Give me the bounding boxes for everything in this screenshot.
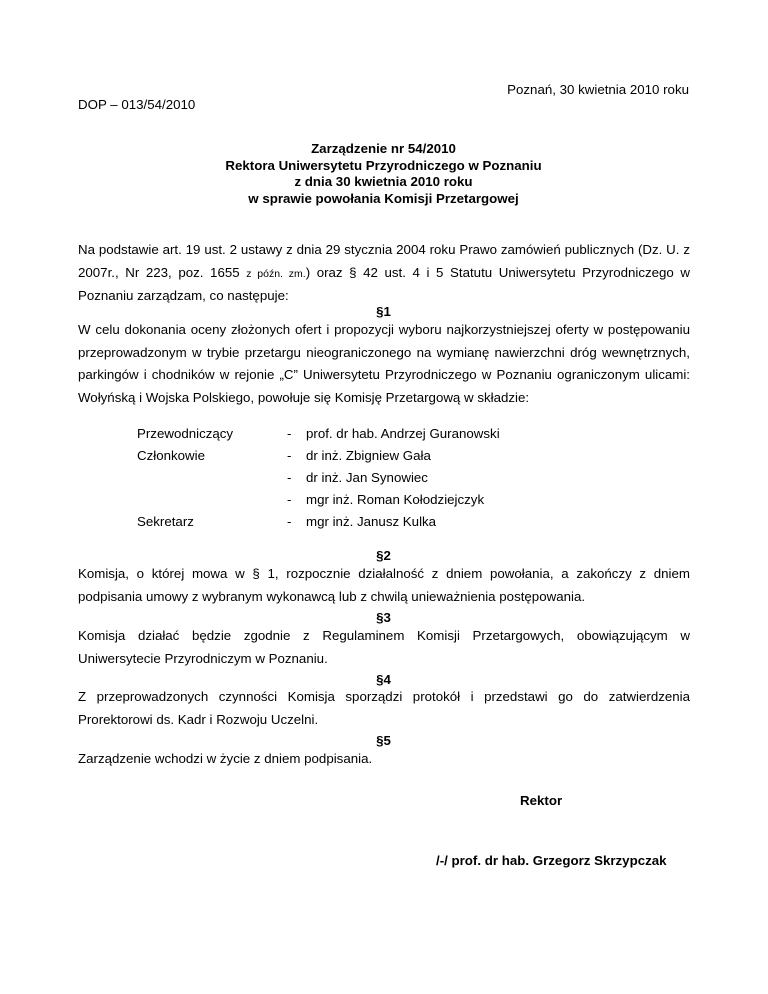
committee-dash: - <box>287 470 292 485</box>
section-text-4: Z przeprowadzonych czynności Komisja sporządzi protokół i przedstawi go do zatwierdzenia Prorektorowi ds. Kadr i Rozwoju Uczelni. <box>78 689 690 727</box>
section-heading-2: §2 <box>376 548 391 563</box>
committee-name: dr inż. Jan Synowiec <box>306 470 428 485</box>
section-text-1: W celu dokonania oceny złożonych ofert i propozycji wyboru najkorzystniejszej oferty w postępowaniu przeprowadzonym w trybie przetargu nieograniczonego na wymianę nawierzchni dróg wewnętrznych, parkingów i chodników w rejonie „C” Uniwersytetu Przyrodniczego w Poznaniu ograniczonym ulicami: Wołyńską i Wojska Polskiego, powołuje się Komisję Przetargową w składzie: <box>78 322 690 405</box>
committee-row <box>137 511 637 533</box>
preamble-text-small: z późn. zm. <box>246 267 306 280</box>
preamble-text-2: ) oraz § 42 ust. 4 i 5 Statutu Uniwersytetu Przyrodniczego w Poznaniu zarządzam, co następuje: <box>78 264 691 303</box>
committee-row <box>137 423 637 445</box>
committee-dash: - <box>287 514 292 529</box>
committee-dash: - <box>287 426 292 441</box>
document-date: Poznań, 30 kwietnia 2010 roku <box>507 82 689 97</box>
section-heading-1: §1 <box>376 304 391 319</box>
signature-title: Rektor <box>520 793 563 808</box>
preamble-paragraph <box>78 239 690 308</box>
document-title <box>78 141 689 207</box>
committee-name: mgr inż. Janusz Kulka <box>306 514 437 529</box>
document-number: DOP – 013/54/2010 <box>78 97 196 112</box>
committee-name: mgr inż. Roman Kołodziejczyk <box>306 492 485 507</box>
committee-name: prof. dr hab. Andrzej Guranowski <box>306 426 500 441</box>
committee-row <box>137 489 637 511</box>
preamble-text-1: Na podstawie art. 19 ust. 2 ustawy z dnia 29 stycznia 2004 roku Prawo zamówień publicznych (Dz. U. z 2007r., Nr 223, poz. 1655 <box>78 242 690 280</box>
section-text-3: Komisja działać będzie zgodnie z Regulaminem Komisji Przetargowych, obowiązującym w Uniwersytecie Przyrodniczym w Poznaniu. <box>78 628 690 666</box>
signature-name: /-/ prof. dr hab. Grzegorz Skrzypczak <box>436 853 667 868</box>
committee-name: dr inż. Zbigniew Gała <box>306 448 431 463</box>
section-text-5: Zarządzenie wchodzi w życie z dniem podpisania. <box>78 751 373 766</box>
section-heading-3: §3 <box>376 610 391 625</box>
section-text-2: Komisja, o której mowa w § 1, rozpocznie działalność z dniem powołania, a zakończy z dniem podpisania umowy z wybranym wykonawcą lub z chwilą unieważnienia postępowania. <box>78 566 690 604</box>
committee-row <box>137 445 637 467</box>
section-heading-5: §5 <box>376 733 391 748</box>
committee-role: Przewodniczący <box>137 426 234 441</box>
title-line-4: w sprawie powołania Komisji Przetargowej <box>248 190 519 206</box>
title-line-3: z dnia 30 kwietnia 2010 roku <box>294 174 473 189</box>
committee-row <box>137 467 637 489</box>
committee-dash: - <box>287 492 292 507</box>
section-heading-4: §4 <box>376 672 391 687</box>
title-line-2: Rektora Uniwersytetu Przyrodniczego w Poznaniu <box>225 157 542 173</box>
committee-list <box>137 423 637 533</box>
committee-dash: - <box>287 448 292 463</box>
title-line-1: Zarządzenie nr 54/2010 <box>311 141 456 156</box>
committee-role: Sekretarz <box>137 514 194 529</box>
committee-role: Członkowie <box>137 448 205 463</box>
